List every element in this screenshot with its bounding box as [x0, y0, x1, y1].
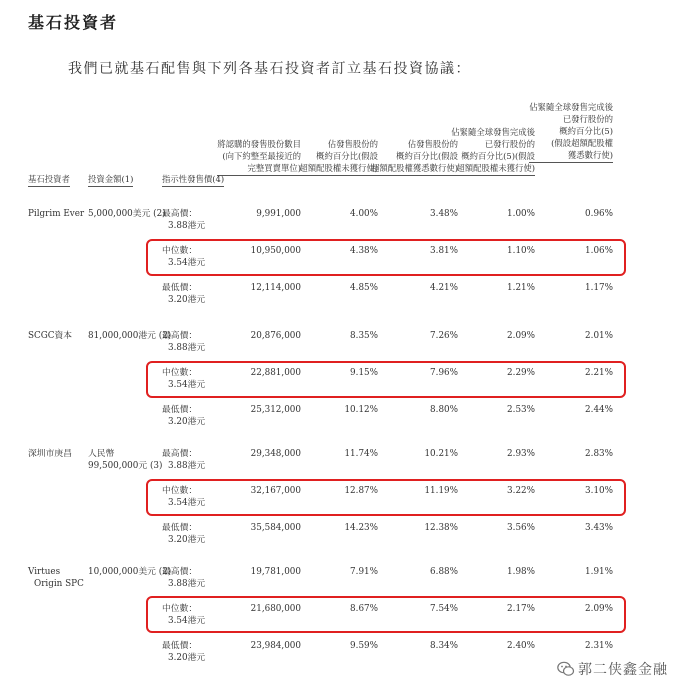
- investor-name: Virtues Origin SPC: [28, 567, 84, 589]
- highlight-box-median-1: [146, 239, 626, 276]
- table-cell-p1: 11.74%: [344, 449, 378, 459]
- table-cell-p3: 1.00%: [507, 209, 535, 219]
- table-cell-p3: 2.09%: [507, 331, 535, 341]
- table-cell-p3: 2.53%: [507, 405, 535, 415]
- table-cell-p1: 8.67%: [350, 604, 378, 614]
- table-cell-shares: 23,984,000: [250, 641, 301, 651]
- header-shares: 將認購的發售股份數目 (向下約整至最接近的 完整買賣單位): [217, 138, 301, 176]
- table-cell-p1: 9.59%: [350, 641, 378, 651]
- table-cell-shares: 25,312,000: [250, 405, 301, 415]
- offer-price-label: 最低價： 3.20港元: [162, 523, 206, 545]
- header-pct2: 佔發售股份的 概約百分比(假設 超額配股權獲悉數行使): [371, 138, 458, 176]
- table-cell-p4: 3.10%: [585, 486, 613, 496]
- highlight-box-median-4: [146, 596, 626, 633]
- table-cell-p4: 0.96%: [585, 209, 613, 219]
- table-cell-p1: 4.38%: [350, 246, 378, 256]
- investor-name: SCGC資本: [28, 331, 73, 341]
- table-cell-p4: 2.09%: [585, 604, 613, 614]
- table-cell-p4: 1.91%: [585, 567, 613, 577]
- offer-price-label: 最高價： 3.88港元: [162, 449, 206, 471]
- table-cell-p3: 1.10%: [507, 246, 535, 256]
- table-cell-p1: 4.00%: [350, 209, 378, 219]
- table-cell-p4: 2.21%: [585, 368, 613, 378]
- table-cell-p2: 7.26%: [430, 331, 458, 341]
- table-cell-p3: 3.56%: [507, 523, 535, 533]
- table-cell-p3: 2.17%: [507, 604, 535, 614]
- table-cell-shares: 35,584,000: [250, 523, 301, 533]
- wechat-logo-icon: [557, 661, 575, 681]
- watermark-text: 郭二侠鑫金融: [578, 662, 668, 678]
- table-cell-p2: 10.21%: [424, 449, 458, 459]
- highlight-box-median-3: [146, 479, 626, 516]
- table-cell-p2: 12.38%: [424, 523, 458, 533]
- header-price: 指示性發售價(4): [162, 173, 224, 187]
- table-cell-shares: 9,991,000: [256, 209, 301, 219]
- offer-price-label: 中位數： 3.54港元: [162, 486, 206, 508]
- header-pct4: 佔緊隨全球發售完成後 已發行股份的 概約百分比(5) (假設超額配股權 獲悉數行使): [529, 101, 613, 163]
- offer-price-label: 最低價： 3.20港元: [162, 641, 206, 663]
- table-cell-p4: 2.44%: [585, 405, 613, 415]
- page-title: 基石投資者: [28, 13, 119, 32]
- investor-name: 深圳市庚昌: [28, 449, 72, 459]
- table-cell-shares: 19,781,000: [250, 567, 301, 577]
- intro-text: 我們已就基石配售與下列各基石投資者訂立基石投資協議：: [68, 61, 471, 77]
- offer-price-label: 最高價： 3.88港元: [162, 209, 206, 231]
- table-cell-p3: 2.40%: [507, 641, 535, 651]
- table-cell-p2: 3.48%: [430, 209, 458, 219]
- table-cell-p1: 10.12%: [344, 405, 378, 415]
- header-pct3: 佔緊隨全球發售完成後 已發行股份的 概約百分比(5)(假設 超額配股權未獲行使): [451, 126, 535, 176]
- investment-amount: 人民幣 99,500,000元 (3): [88, 449, 163, 471]
- table-cell-shares: 10,950,000: [250, 246, 301, 256]
- offer-price-label: 最低價： 3.20港元: [162, 283, 206, 305]
- investment-amount: 5,000,000美元 (2): [88, 209, 166, 219]
- investment-amount: 81,000,000港元 (2): [88, 331, 172, 341]
- table-cell-p2: 6.88%: [430, 567, 458, 577]
- table-cell-shares: 29,348,000: [250, 449, 301, 459]
- table-cell-p2: 4.21%: [430, 283, 458, 293]
- table-cell-p4: 2.31%: [585, 641, 613, 651]
- table-cell-shares: 32,167,000: [250, 486, 301, 496]
- header-amount: 投資金額(1): [88, 173, 133, 187]
- offer-price-label: 中位數： 3.54港元: [162, 368, 206, 390]
- offer-price-label: 最高價： 3.88港元: [162, 567, 206, 589]
- table-cell-p4: 2.83%: [585, 449, 613, 459]
- table-cell-shares: 22,881,000: [250, 368, 301, 378]
- investment-amount: 10,000,000美元 (2): [88, 567, 172, 577]
- offer-price-label: 中位數： 3.54港元: [162, 246, 206, 268]
- investor-name: Pilgrim Ever: [28, 209, 85, 219]
- table-cell-shares: 21,680,000: [250, 604, 301, 614]
- table-cell-p2: 8.80%: [430, 405, 458, 415]
- table-cell-p3: 2.93%: [507, 449, 535, 459]
- table-cell-p2: 7.54%: [430, 604, 458, 614]
- table-cell-p3: 1.21%: [507, 283, 535, 293]
- table-cell-p3: 1.98%: [507, 567, 535, 577]
- table-cell-p2: 3.81%: [430, 246, 458, 256]
- header-investor: 基石投資者: [28, 173, 70, 187]
- offer-price-label: 最低價： 3.20港元: [162, 405, 206, 427]
- table-cell-p1: 12.87%: [344, 486, 378, 496]
- table-cell-p2: 11.19%: [424, 486, 458, 496]
- table-cell-p2: 8.34%: [430, 641, 458, 651]
- table-cell-p1: 4.85%: [350, 283, 378, 293]
- offer-price-label: 最高價： 3.88港元: [162, 331, 206, 353]
- table-cell-p3: 2.29%: [507, 368, 535, 378]
- table-cell-p1: 9.15%: [350, 368, 378, 378]
- table-cell-p4: 3.43%: [585, 523, 613, 533]
- table-cell-p1: 7.91%: [350, 567, 378, 577]
- highlight-box-median-2: [146, 361, 626, 398]
- table-cell-p4: 2.01%: [585, 331, 613, 341]
- table-cell-p4: 1.17%: [585, 283, 613, 293]
- table-cell-p2: 7.96%: [430, 368, 458, 378]
- header-pct1: 佔發售股份的 概約百分比(假設 超額配股權未獲行使): [299, 138, 378, 176]
- table-cell-p3: 3.22%: [507, 486, 535, 496]
- table-cell-p1: 14.23%: [344, 523, 378, 533]
- table-cell-shares: 12,114,000: [250, 283, 301, 293]
- offer-price-label: 中位數： 3.54港元: [162, 604, 206, 626]
- table-cell-p1: 8.35%: [350, 331, 378, 341]
- table-cell-shares: 20,876,000: [250, 331, 301, 341]
- table-cell-p4: 1.06%: [585, 246, 613, 256]
